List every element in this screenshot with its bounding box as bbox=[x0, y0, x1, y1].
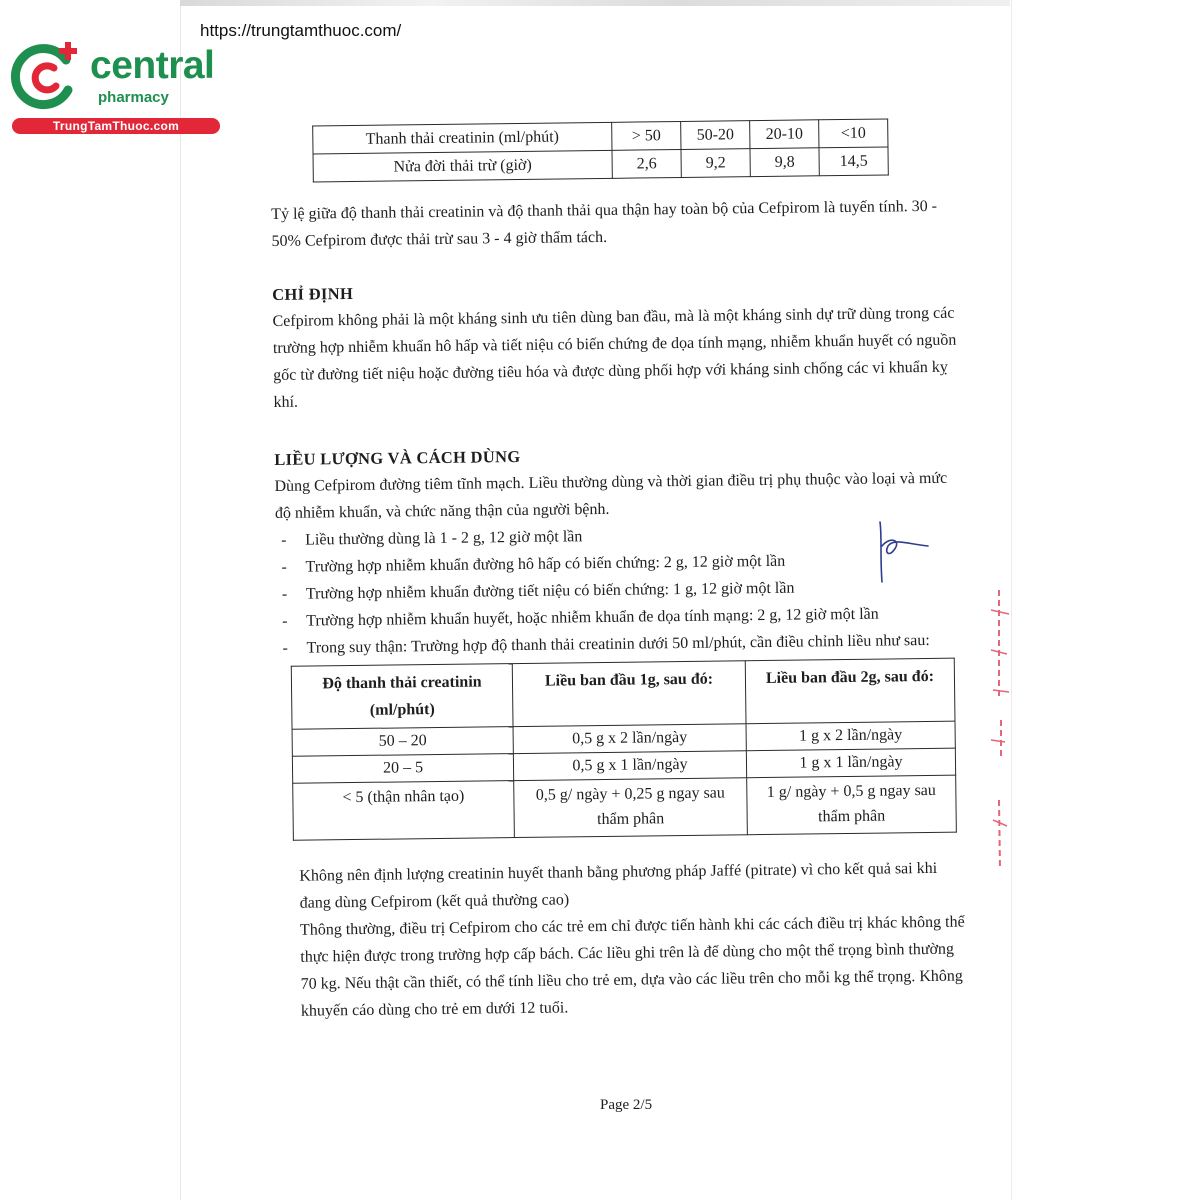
document-body bbox=[270, 104, 971, 1025]
dosage-heading: LIỀU LƯỢNG VÀ CÁCH DÙNG bbox=[274, 446, 521, 469]
renal-dose-table bbox=[291, 658, 957, 841]
table-cell: > 50 bbox=[612, 121, 681, 150]
scan-top-edge bbox=[180, 0, 1010, 6]
table-cell: 9,8 bbox=[750, 148, 819, 177]
logo-subtitle: pharmacy bbox=[98, 89, 169, 106]
half-life-table bbox=[312, 118, 889, 182]
page-number: Page 2/5 bbox=[600, 1097, 653, 1113]
list-item: - Liều thường dùng là 1 - 2 g, 12 giờ một lần bbox=[275, 519, 965, 554]
table-cell: 1 g x 2 lần/ngày bbox=[746, 721, 955, 751]
table-cell: 0,5 g x 2 lần/ngày bbox=[513, 724, 746, 754]
list-item: - Trường hợp nhiễm khuẩn đường tiết niệu có biến chứng: 1 g, 12 giờ một lần bbox=[276, 573, 966, 608]
clearance-ratio-paragraph: Tỷ lệ giữa độ thanh thải creatinin và độ thanh thải qua thận hay toàn bộ của Cefpirom là tuyến tính. 30 - 50% Cefpirom được thải trừ sau 3 - 4 giờ thẩm tách. bbox=[271, 197, 938, 250]
table-cell: 50-20 bbox=[681, 121, 750, 150]
red-stamp-edge-icon bbox=[985, 580, 1015, 880]
central-pharmacy-logo bbox=[10, 38, 215, 134]
table-cell: 14,5 bbox=[819, 147, 888, 176]
column-header: Liều ban đầu 1g, sau đó: bbox=[512, 661, 746, 727]
table-cell: 0,5 g/ ngày + 0,25 g ngay sau thẩm phân bbox=[514, 778, 748, 838]
list-item: - Trường hợp nhiễm khuẩn huyết, hoặc nhiễm khuẩn đe dọa tính mạng: 2 g, 12 giờ một lần bbox=[276, 600, 966, 635]
column-header: Liều ban đầu 2g, sau đó: bbox=[745, 658, 955, 724]
column-header: Độ thanh thải creatinin (ml/phút) bbox=[291, 664, 513, 730]
table-cell: 9,2 bbox=[681, 149, 750, 178]
indication-heading: CHỈ ĐỊNH bbox=[272, 284, 354, 304]
table-cell: Thanh thải creatinin (ml/phút) bbox=[313, 122, 612, 154]
list-item: - Trong suy thận: Trường hợp độ thanh thải creatinin dưới 50 ml/phút, cần điều chỉnh liều như sau: bbox=[276, 627, 966, 662]
logo-mark-icon bbox=[10, 38, 90, 118]
table-header-row bbox=[291, 658, 955, 729]
indication-paragraph: Cefpirom không phải là một kháng sinh ưu tiên dùng ban đầu, mà là một kháng sinh dự trữ dùng trong các trường hợp nhiễm khuẩn hô hấp và tiết niệu có biến chứng đe dọa tính mạng, nhiễm khuẩn huyết có nguồn gốc từ đường tiết niệu hoặc đường tiêu hóa và được dùng phối hợp với kháng sinh chống các vi khuẩn kỵ khí. bbox=[272, 304, 957, 411]
children-note: Thông thường, điều trị Cefpirom cho các trẻ em chỉ được tiến hành khi các cách điều trị khác không thể thực hiện được trong trường hợp cấp bách. Các liều ghi trên là để dùng cho một thể trọng bình thường 70 kg. Nếu thật cần thiết, có thể tính liều cho trẻ em, dựa vào các liều trên cho mỗi kg thể trọng. Không khuyến cáo dùng cho trẻ em dưới 12 tuổi. bbox=[299, 913, 965, 1020]
logo-site-banner: TrungTamThuoc.com bbox=[12, 118, 220, 134]
notes-section bbox=[299, 855, 971, 1025]
table-cell: Nửa đời thải trừ (giờ) bbox=[313, 150, 612, 182]
signature-icon bbox=[868, 516, 938, 586]
table-cell: 20-10 bbox=[750, 120, 819, 149]
dosage-list bbox=[275, 519, 967, 662]
source-url: https://trungtamthuoc.com/ bbox=[200, 21, 402, 40]
jaffe-note: Không nên định lượng creatinin huyết thanh bằng phương pháp Jaffé (pitrate) vì cho kết quả sai khi đang dùng Cefpirom (kết quả thường cao) bbox=[299, 859, 938, 912]
table-cell: 50 – 20 bbox=[292, 727, 513, 757]
table-cell: < 5 (thận nhân tạo) bbox=[293, 781, 515, 841]
table-cell: 1 g/ ngày + 0,5 g ngay sau thẩm phân bbox=[747, 775, 957, 835]
dosage-intro: Dùng Cefpirom đường tiêm tĩnh mạch. Liều thường dùng và thời gian điều trị phụ thuộc vào loại và mức độ nhiễm khuẩn, và chức năng thận của người bệnh. bbox=[274, 469, 948, 522]
table-cell: 0,5 g x 1 lần/ngày bbox=[513, 751, 746, 781]
table-row bbox=[293, 775, 957, 840]
list-item: - Trường hợp nhiễm khuẩn đường hô hấp có biến chứng: 2 g, 12 giờ một lần bbox=[275, 546, 965, 581]
table-cell: 2,6 bbox=[612, 149, 681, 178]
table-cell: <10 bbox=[819, 119, 888, 148]
logo-name: central bbox=[90, 44, 215, 87]
table-cell: 1 g x 1 lần/ngày bbox=[746, 748, 955, 778]
table-cell: 20 – 5 bbox=[292, 754, 513, 784]
